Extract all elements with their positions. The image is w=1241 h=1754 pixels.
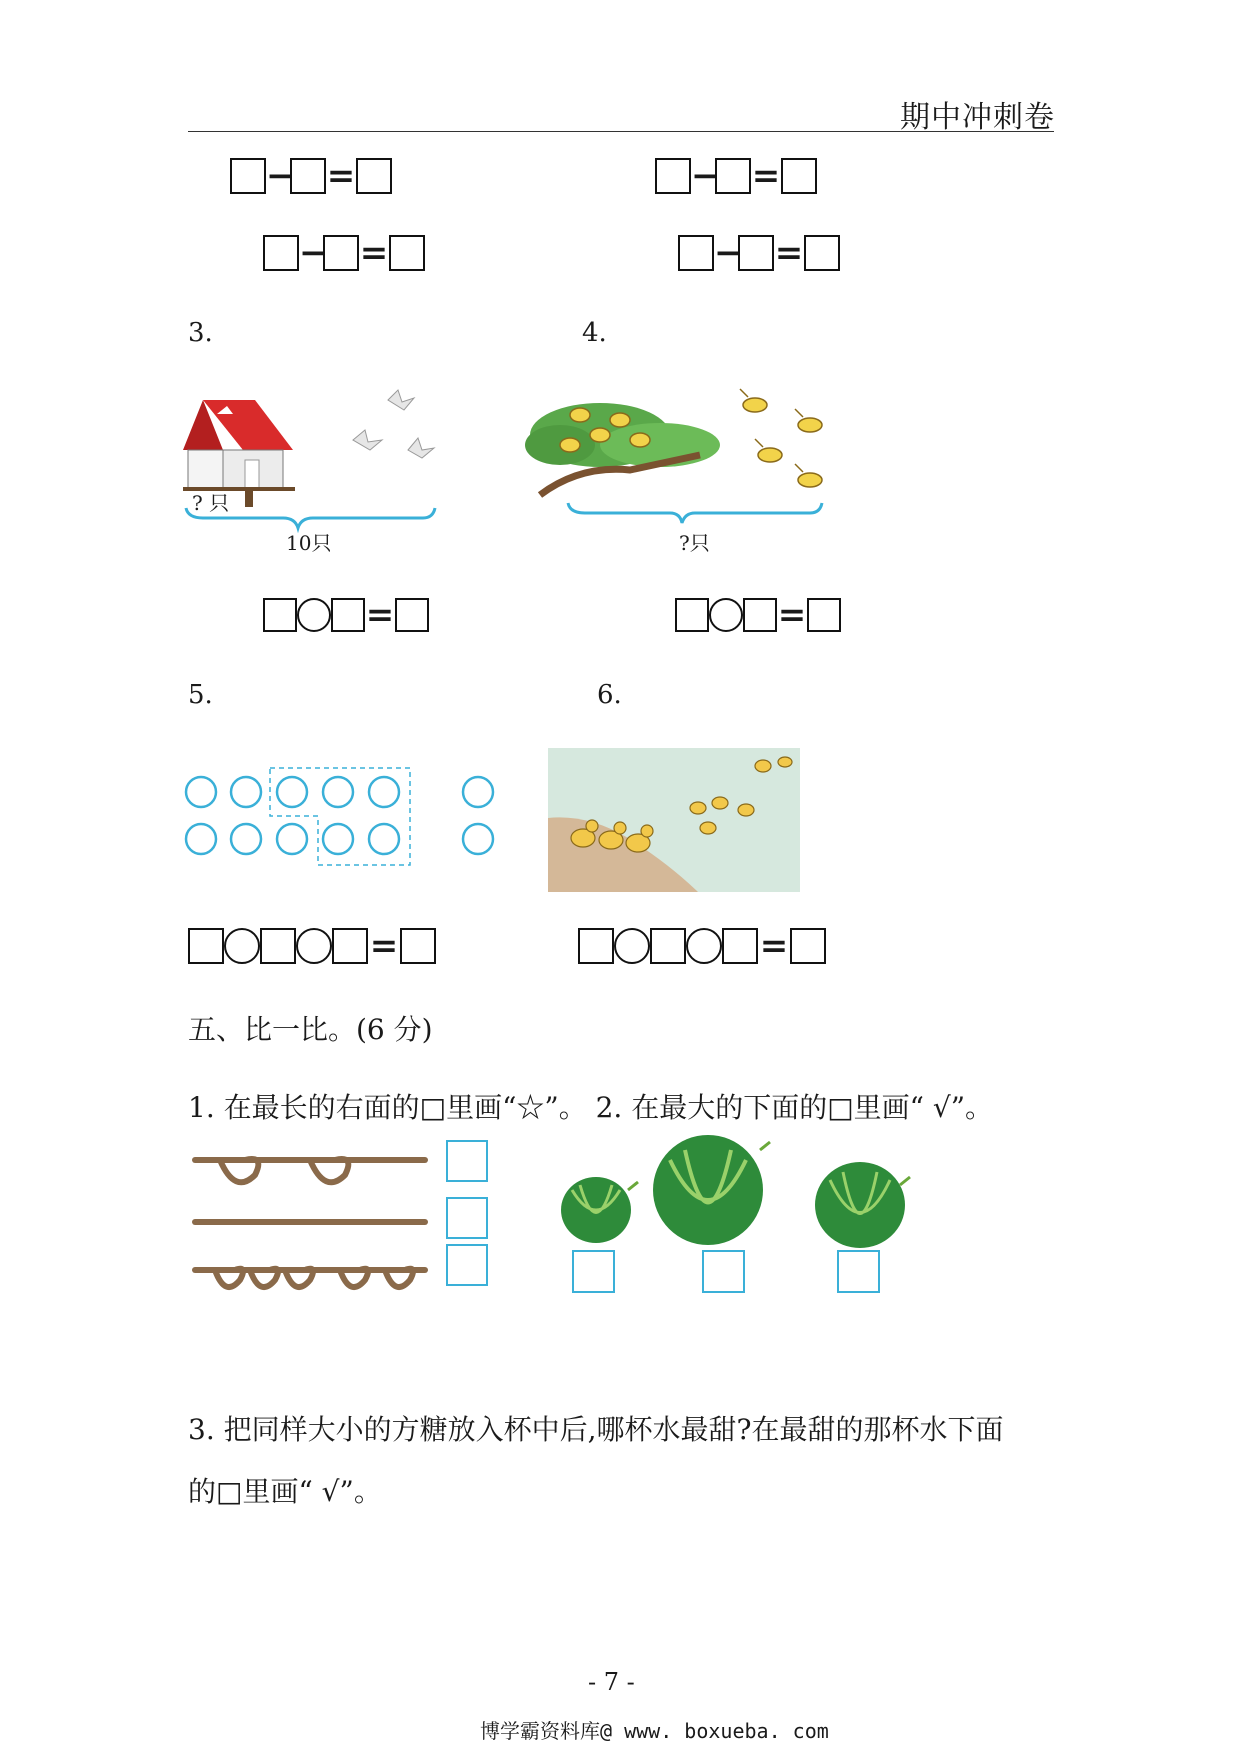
answer-box[interactable] [263, 235, 299, 271]
answer-box-melon-1[interactable] [572, 1250, 615, 1293]
answer-box-rope-1[interactable] [446, 1140, 488, 1182]
equals-sign: = [759, 926, 789, 966]
answer-box[interactable] [781, 158, 817, 194]
minus-sign: − [714, 233, 743, 273]
equals-sign: = [359, 233, 389, 273]
answer-box[interactable] [395, 598, 429, 632]
ducks-illustration [548, 748, 800, 892]
operator-circle[interactable] [296, 928, 332, 964]
minus-sign: − [299, 233, 328, 273]
answer-box[interactable] [290, 158, 326, 194]
answer-box[interactable] [188, 928, 224, 964]
equation-p3 [263, 595, 429, 635]
operator-circle[interactable] [297, 598, 331, 632]
circles-grouping-illustration [183, 760, 503, 870]
watermelon-icon [561, 1135, 910, 1248]
answer-box[interactable] [675, 598, 709, 632]
equals-sign: = [774, 233, 804, 273]
page-header-title: 期中冲刺卷 [900, 100, 1055, 135]
ropes-illustration [190, 1140, 435, 1300]
problem-number-5: 5. [188, 680, 213, 710]
answer-box[interactable] [389, 235, 425, 271]
answer-box[interactable] [332, 928, 368, 964]
equation-minus-3 [263, 235, 425, 271]
equation-minus-4 [678, 235, 840, 271]
answer-box[interactable] [790, 928, 826, 964]
answer-box[interactable] [743, 598, 777, 632]
answer-box[interactable] [804, 235, 840, 271]
circle-icon [186, 777, 493, 854]
answer-box-rope-3[interactable] [446, 1244, 488, 1286]
answer-box[interactable] [331, 598, 365, 632]
answer-box[interactable] [578, 928, 614, 964]
section5-heading: 五、比一比。(6 分) [188, 1013, 433, 1046]
dove-icon [353, 390, 434, 458]
equation-p4 [675, 595, 841, 635]
equals-sign: = [369, 926, 399, 966]
page-number: - 7 - [588, 1668, 635, 1696]
answer-box[interactable] [356, 158, 392, 194]
problem-number-3: 3. [188, 318, 213, 348]
problem-number-6: 6. [597, 680, 622, 710]
section5-q3-line2: 的□里画“ √”。 [188, 1475, 382, 1508]
unknown-total-label: ?只 [679, 531, 710, 555]
equals-sign: = [777, 595, 807, 635]
answer-box[interactable] [807, 598, 841, 632]
operator-circle[interactable] [614, 928, 650, 964]
answer-box[interactable] [722, 928, 758, 964]
answer-box[interactable] [678, 235, 714, 271]
operator-circle[interactable] [224, 928, 260, 964]
operator-circle[interactable] [686, 928, 722, 964]
section5-q1-q2: 1. 在最长的右面的□里画“☆”。 2. 在最大的下面的□里画“ √”。 [188, 1091, 994, 1124]
answer-box[interactable] [650, 928, 686, 964]
answer-box[interactable] [655, 158, 691, 194]
equation-p5 [188, 928, 436, 964]
equals-sign: = [751, 156, 781, 196]
answer-box-rope-2[interactable] [446, 1197, 488, 1239]
watermelons-illustration [560, 1130, 930, 1260]
equals-sign: = [326, 156, 356, 196]
answer-box-melon-2[interactable] [702, 1250, 745, 1293]
footer-watermark: 博学霸资料库@ www. boxueba. com [480, 1719, 829, 1743]
equals-sign: = [365, 595, 395, 635]
operator-circle[interactable] [709, 598, 743, 632]
answer-box[interactable] [400, 928, 436, 964]
section5-q3-line1: 3. 把同样大小的方糖放入杯中后,哪杯水最甜?在最甜的那杯水下面 [188, 1413, 1004, 1446]
problem-number-4: 4. [582, 318, 607, 348]
equation-p6 [578, 928, 826, 964]
answer-box[interactable] [263, 598, 297, 632]
answer-box[interactable] [715, 158, 751, 194]
tree-birds-illustration [520, 385, 850, 535]
rope-icon [195, 1159, 425, 1287]
dashed-group-outline [270, 768, 410, 865]
equation-minus-1 [230, 158, 392, 194]
unknown-count-label: ? 只 [192, 491, 230, 515]
answer-box[interactable] [260, 928, 296, 964]
answer-box-melon-3[interactable] [837, 1250, 880, 1293]
answer-box[interactable] [230, 158, 266, 194]
minus-sign: − [691, 156, 720, 196]
header-divider [188, 131, 1054, 132]
answer-box[interactable] [738, 235, 774, 271]
answer-box[interactable] [323, 235, 359, 271]
total-count-label: 10只 [286, 531, 332, 555]
minus-sign: − [266, 156, 295, 196]
equation-minus-2 [655, 158, 817, 194]
